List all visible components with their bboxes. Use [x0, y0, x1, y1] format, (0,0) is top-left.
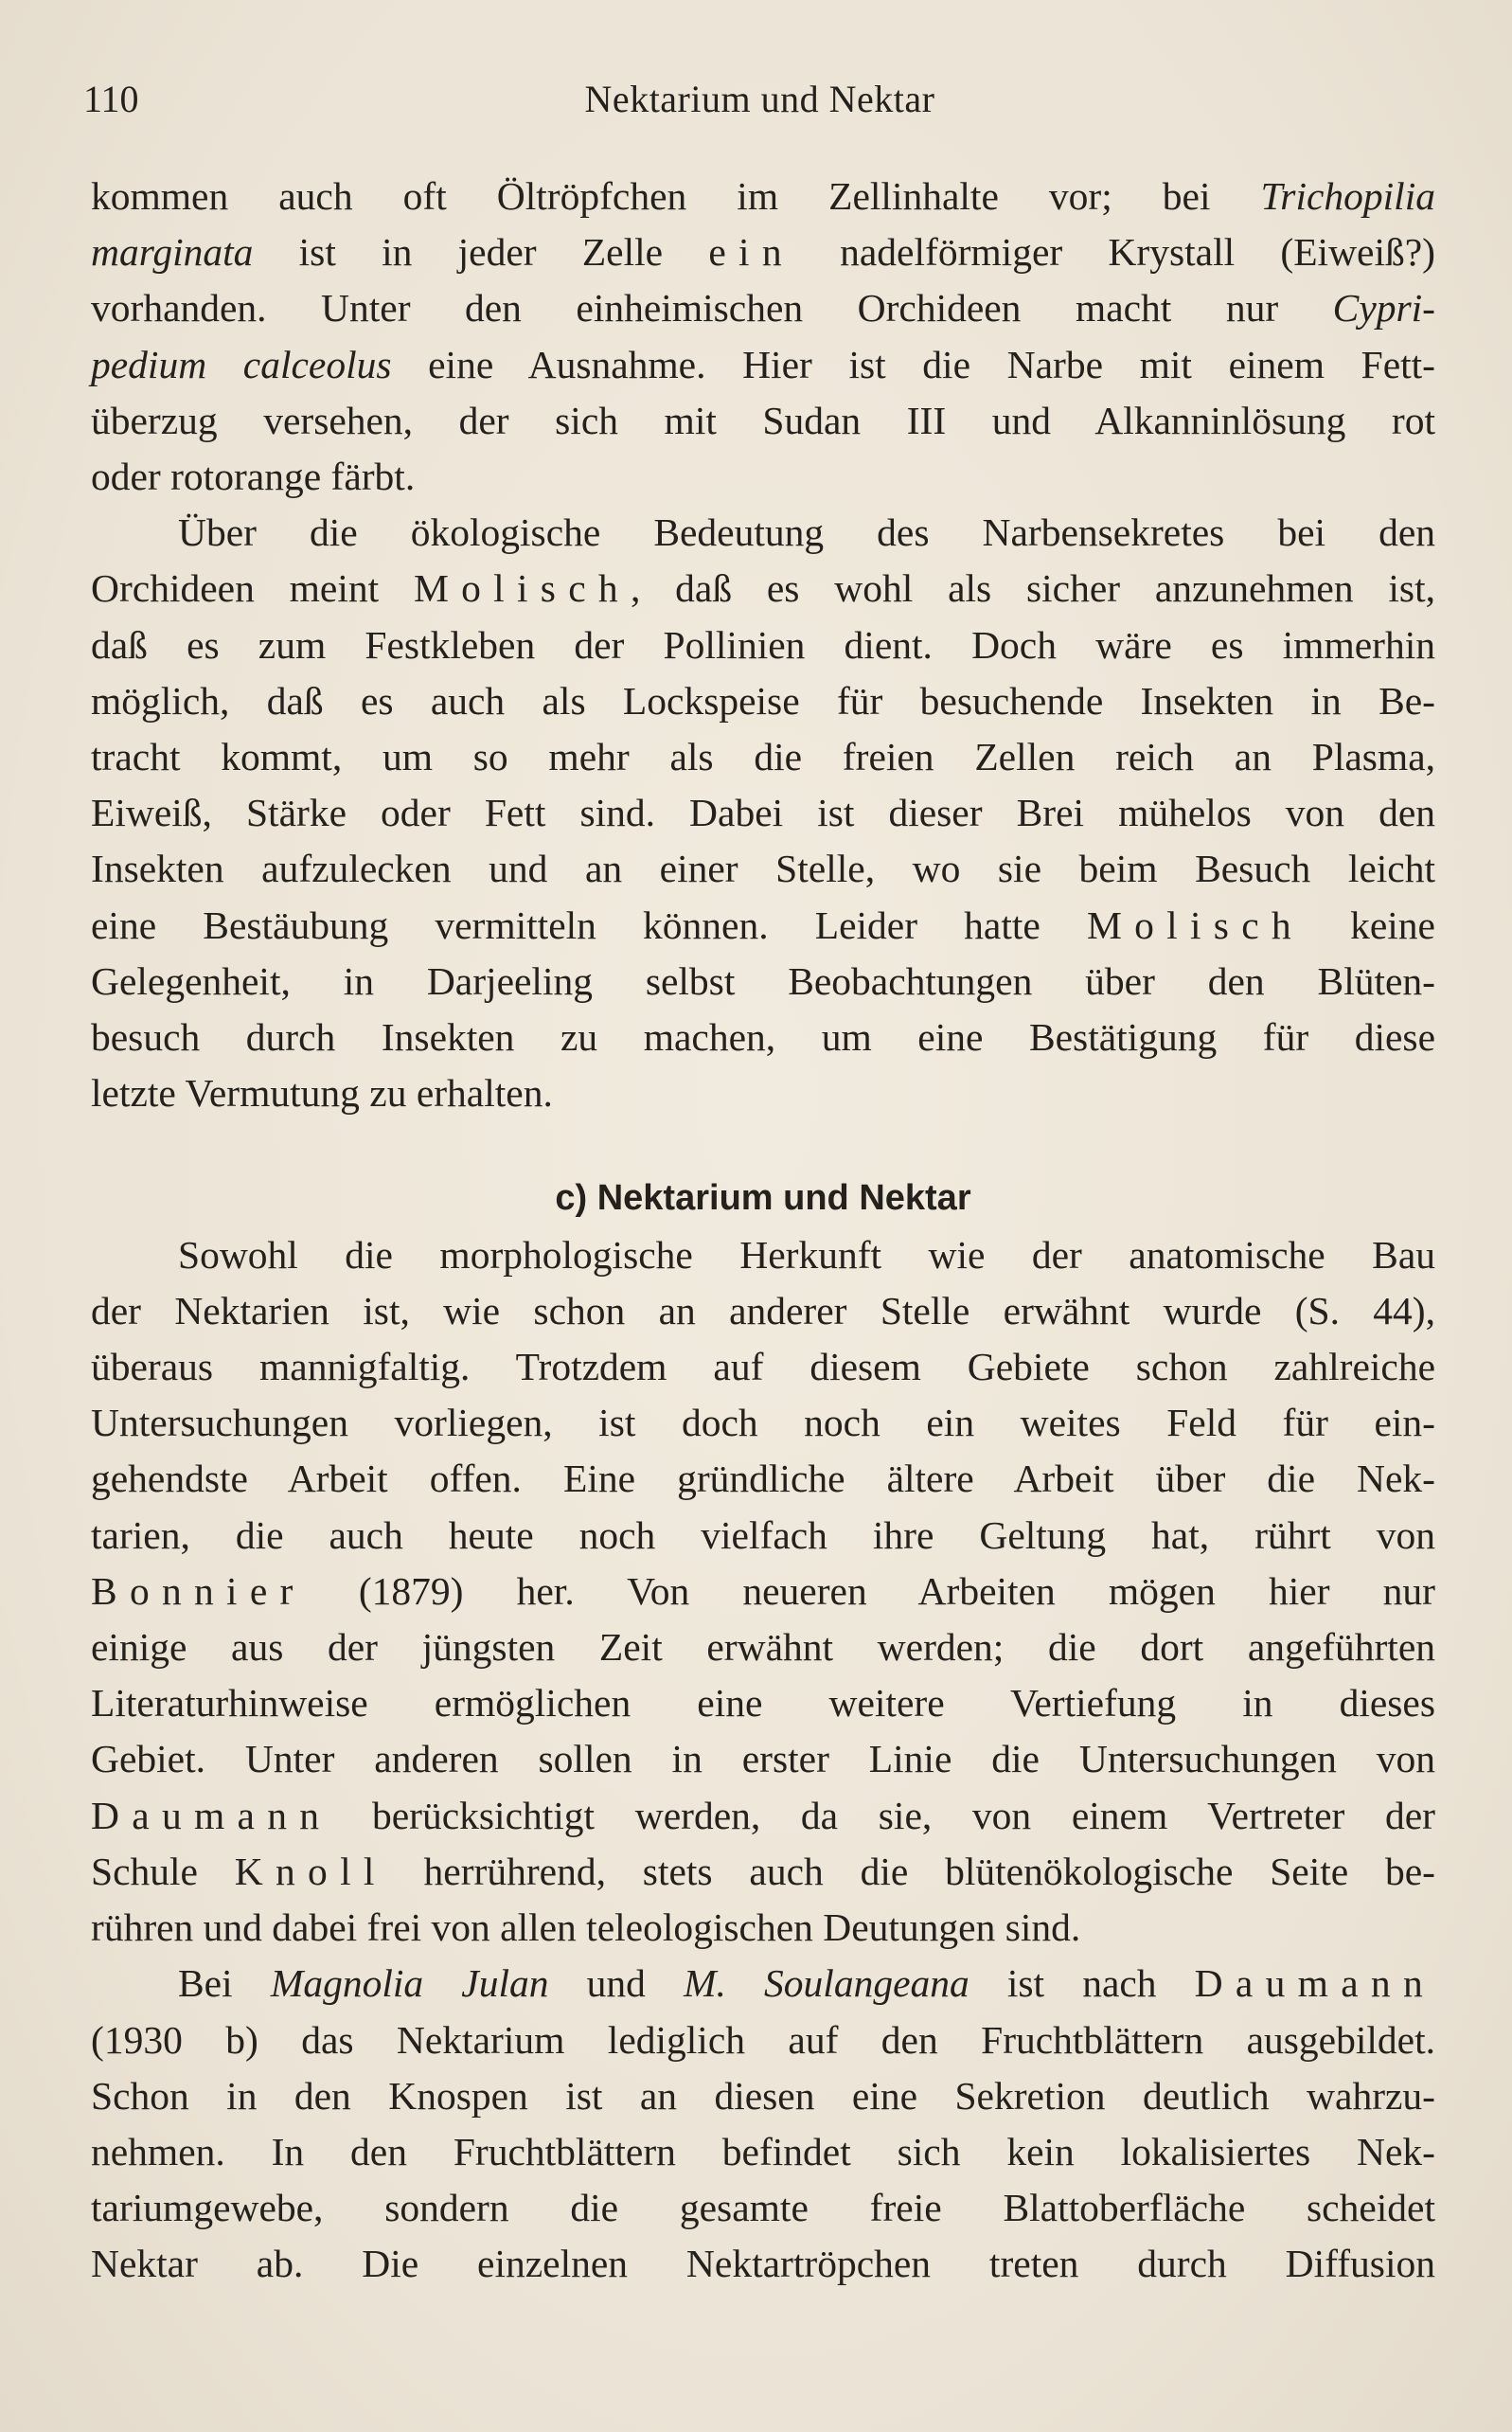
text-line: oder rotorange färbt.	[91, 455, 416, 499]
text-line: Schon in den Knospen ist an diesen eine Sekretion deutlich wahrzu-	[91, 2073, 1435, 2118]
text-line: Daumann berücksichtigt werden, da sie, von einem Vertreter der	[91, 1793, 1435, 1837]
text-line: eine Bestäubung vermitteln können. Leider hatte Molisch keine	[91, 903, 1435, 947]
text-line: tariumgewebe, sondern die gesamte freie Blattoberfläche scheidet	[91, 2186, 1435, 2230]
text-line: Eiweiß, Stärke oder Fett sind. Dabei ist dieser Brei mühelos von den	[91, 791, 1435, 835]
text-line: vorhanden. Unter den einheimischen Orchideen macht nur Cypri-	[91, 286, 1435, 331]
author-name: Molisch	[413, 566, 631, 611]
paragraph-continuation	[91, 169, 1435, 505]
text-line: Literaturhinweise ermöglichen eine weitere Vertiefung in dieses	[91, 1681, 1435, 1726]
text-line: Gebiet. Unter anderen sollen in erster Linie die Untersuchungen von	[91, 1737, 1435, 1781]
text-line: besuch durch Insekten zu machen, um eine Bestätigung für diese	[91, 1015, 1435, 1060]
emphasis: ein	[708, 230, 794, 275]
text-line: Schule Knoll herrührend, stets auch die blütenökologische Seite be-	[91, 1849, 1435, 1893]
text-line: Gelegenheit, in Darjeeling selbst Beobachtungen über den Blüten-	[91, 958, 1435, 1003]
text-line: Über die ökologische Bedeutung des Narbensekretes bei den	[178, 510, 1435, 555]
page-number: 110	[83, 78, 139, 120]
text-line: Nektar ab. Die einzelnen Nektartröpchen treten durch Diffusion	[91, 2242, 1435, 2286]
text-line: Untersuchungen vorliegen, ist doch noch ein weites Feld für ein-	[91, 1401, 1435, 1445]
text-line: tracht kommt, um so mehr als die freien Zellen reich an Plasma,	[91, 735, 1435, 779]
text-line: Bonnier (1879) her. Von neueren Arbeiten mögen hier nur	[91, 1568, 1435, 1613]
text-line: Bei Magnolia Julan und M. Soulangeana ist nach Daumann	[178, 1961, 1435, 2006]
text-line: der Nektarien ist, wie schon an anderer Stelle erwähnt wurde (S. 44),	[91, 1288, 1435, 1332]
body-text	[91, 169, 1435, 2293]
paragraph	[91, 1956, 1435, 2292]
text-line: rühren und dabei frei von allen teleologischen Deutungen sind.	[91, 1905, 1081, 1950]
species-name: Cypri-	[1332, 286, 1435, 331]
paragraph	[91, 505, 1435, 1121]
text-line: pedium calceolus eine Ausnahme. Hier ist die Narbe mit einem Fett-	[91, 342, 1435, 386]
text-line: letzte Vermutung zu erhalten.	[91, 1071, 553, 1116]
species-name: pedium calceolus	[91, 342, 392, 386]
text-line: kommen auch oft Öltröpfchen im Zellinhalte vor; bei Trichopilia	[91, 174, 1435, 218]
text-line: Orchideen meint Molisch, daß es wohl als sicher anzunehmen ist,	[91, 566, 1435, 611]
species-name: M. Soulangeana	[683, 1961, 969, 2006]
text-line: Sowohl die morphologische Herkunft wie der anatomische Bau	[178, 1232, 1435, 1277]
paragraph	[91, 1227, 1435, 1957]
text-line: Insekten aufzulecken und an einer Stelle, wo sie beim Besuch leicht	[91, 847, 1435, 891]
text-line: daß es zum Festkleben der Pollinien dient. Doch wäre es immerhin	[91, 622, 1435, 667]
author-name: Daumann	[1194, 1961, 1435, 2006]
text-line: überzug versehen, der sich mit Sudan III und Alkanninlösung rot	[91, 398, 1435, 442]
text-line: überaus mannigfaltig. Trotzdem auf diesem Gebiete schon zahlreiche	[91, 1345, 1435, 1389]
author-name: Daumann	[91, 1793, 332, 1837]
species-name: Magnolia Julan	[270, 1961, 549, 2006]
author-name: Molisch	[1086, 903, 1304, 947]
text-line: einige aus der jüngsten Zeit erwähnt werden; die dort angeführten	[91, 1625, 1435, 1670]
section-heading: c) Nektarium und Nektar	[555, 1178, 971, 1219]
page-header	[83, 76, 1436, 123]
running-head: Nektarium und Nektar	[584, 78, 935, 120]
text-line: marginata ist in jeder Zelle ein nadelförmiger Krystall (Eiweiß?)	[91, 230, 1435, 275]
text-line: gehendste Arbeit offen. Eine gründliche ältere Arbeit über die Nek-	[91, 1457, 1435, 1501]
text-line: nehmen. In den Fruchtblättern befindet sich kein lokalisiertes Nek-	[91, 2129, 1435, 2173]
text-line: (1930 b) das Nektarium lediglich auf den Fruchtblättern ausgebildet.	[91, 2017, 1435, 2062]
author-name: Knoll	[234, 1849, 387, 1893]
species-name: Trichopilia	[1260, 174, 1435, 218]
text-line: tarien, die auch heute noch vielfach ihre Geltung hat, rührt von	[91, 1512, 1435, 1557]
species-name: marginata	[91, 230, 254, 275]
text-line: möglich, daß es auch als Lockspeise für besuchende Insekten in Be-	[91, 678, 1435, 723]
author-name: Bonnier	[91, 1568, 306, 1613]
